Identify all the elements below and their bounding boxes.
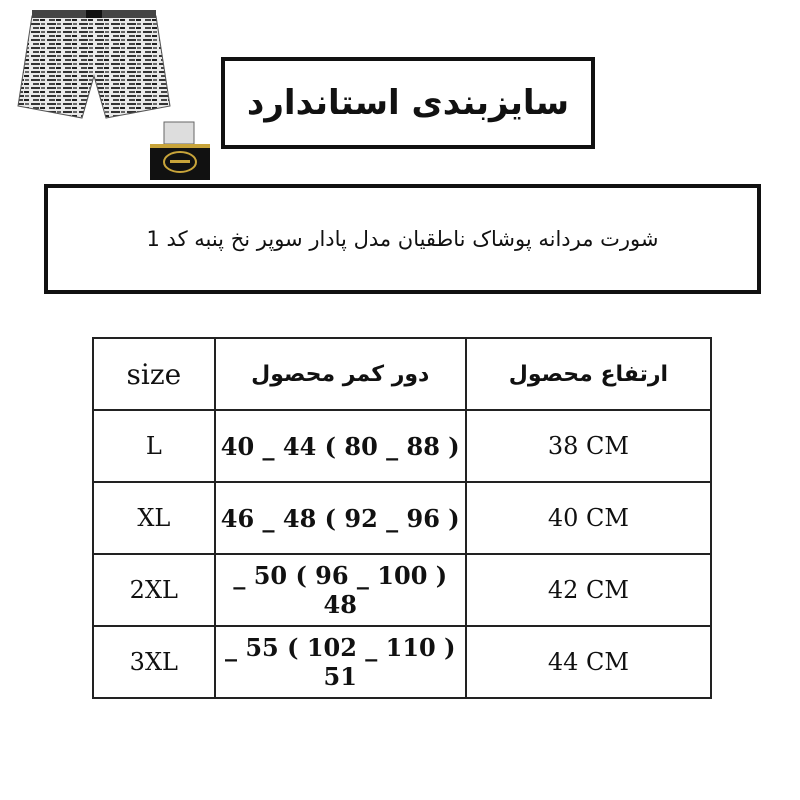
size-cell: 2XL — [93, 554, 215, 626]
height-cell: 42 CM — [466, 554, 711, 626]
table-row — [93, 482, 711, 554]
waist-cell: ( 96 _ 92 ) 48 _ 46 — [215, 482, 466, 554]
size-table — [92, 337, 712, 699]
size-cell: L — [93, 410, 215, 482]
waist-cell: ( 88 _ 80 ) 44 _ 40 — [215, 410, 466, 482]
column-header-waist: دور کمر محصول — [215, 338, 466, 410]
table-row — [93, 626, 711, 698]
size-cell: XL — [93, 482, 215, 554]
table-row — [93, 410, 711, 482]
height-cell: 38 CM — [466, 410, 711, 482]
height-cell: 40 CM — [466, 482, 711, 554]
product-photo — [14, 6, 174, 126]
size-cell: 3XL — [93, 626, 215, 698]
product-description-box — [44, 184, 761, 294]
waist-cell: ( 100 _ 96 ) 50 _ 48 — [215, 554, 466, 626]
column-header-size: size — [93, 338, 215, 410]
page-title: سایزبندی استاندارد — [246, 83, 570, 123]
column-header-height: ارتفاع محصول — [466, 338, 711, 410]
table-header-row — [93, 338, 711, 410]
product-box-photo — [148, 120, 212, 182]
height-cell: 44 CM — [466, 626, 711, 698]
title-box — [221, 57, 595, 149]
table-row — [93, 554, 711, 626]
product-description: شورت مردانه پوشاک ناطقیان مدل پادار سوپر نخ پنبه کد 1 — [146, 227, 659, 251]
waist-cell: ( 110 _ 102 ) 55 _ 51 — [215, 626, 466, 698]
